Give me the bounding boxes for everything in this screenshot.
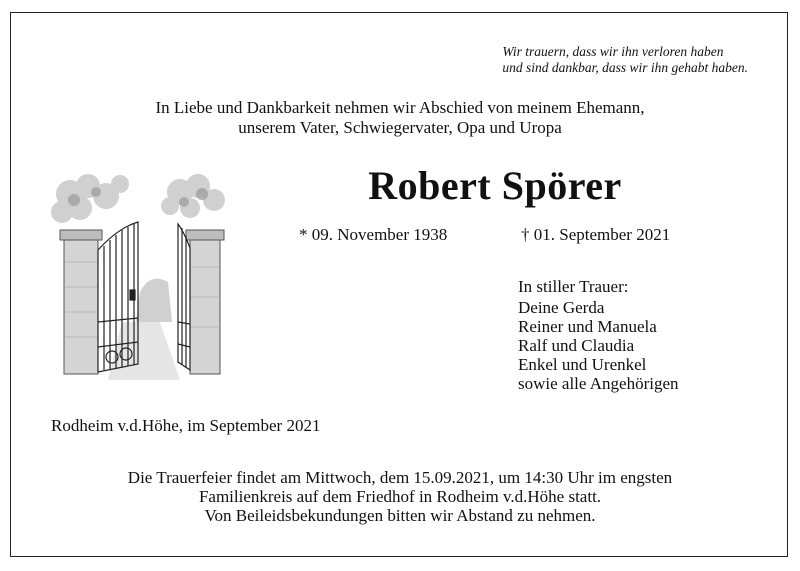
mourners-block [518, 277, 679, 393]
intro-line-1: In Liebe und Dankbarkeit nehmen wir Abschied von meinem Ehemann, [155, 98, 645, 117]
mourner-name: Deine Gerda [518, 298, 605, 317]
place-and-date: Rodheim v.d.Höhe, im September 2021 [51, 416, 321, 435]
deceased-name: Robert Spörer [368, 163, 622, 208]
mourners-heading: In stiller Trauer: [518, 277, 629, 296]
intro-line-2: unserem Vater, Schwiegervater, Opa und Uropa [238, 118, 562, 137]
mourner-name: Reiner und Manuela [518, 317, 657, 336]
service-line-3: Von Beileidsbekundungen bitten wir Abstand zu nehmen. [204, 506, 596, 525]
service-line-2: Familienkreis auf dem Friedhof in Rodheim v.d.Höhe statt. [198, 487, 602, 506]
birth-date: * 09. November 1938 [299, 225, 448, 244]
service-line-1: Die Trauerfeier findet am Mittwoch, dem 15.09.2021, um 14:30 Uhr im engsten [127, 468, 673, 487]
mourner-name: sowie alle Angehörigen [518, 374, 679, 393]
mourner-name: Enkel und Urenkel [518, 355, 647, 374]
motto-quote [502, 44, 748, 76]
intro-text [0, 98, 800, 138]
motto-line-1: Wir trauern, dass wir ihn verloren haben [502, 44, 724, 59]
funeral-service-info [0, 468, 800, 525]
motto-line-2: und sind dankbar, dass wir ihn gehabt haben. [502, 60, 748, 75]
cemetery-gate-icon [50, 172, 226, 380]
mourner-name: Ralf und Claudia [518, 336, 635, 355]
death-date: † 01. September 2021 [521, 225, 671, 244]
